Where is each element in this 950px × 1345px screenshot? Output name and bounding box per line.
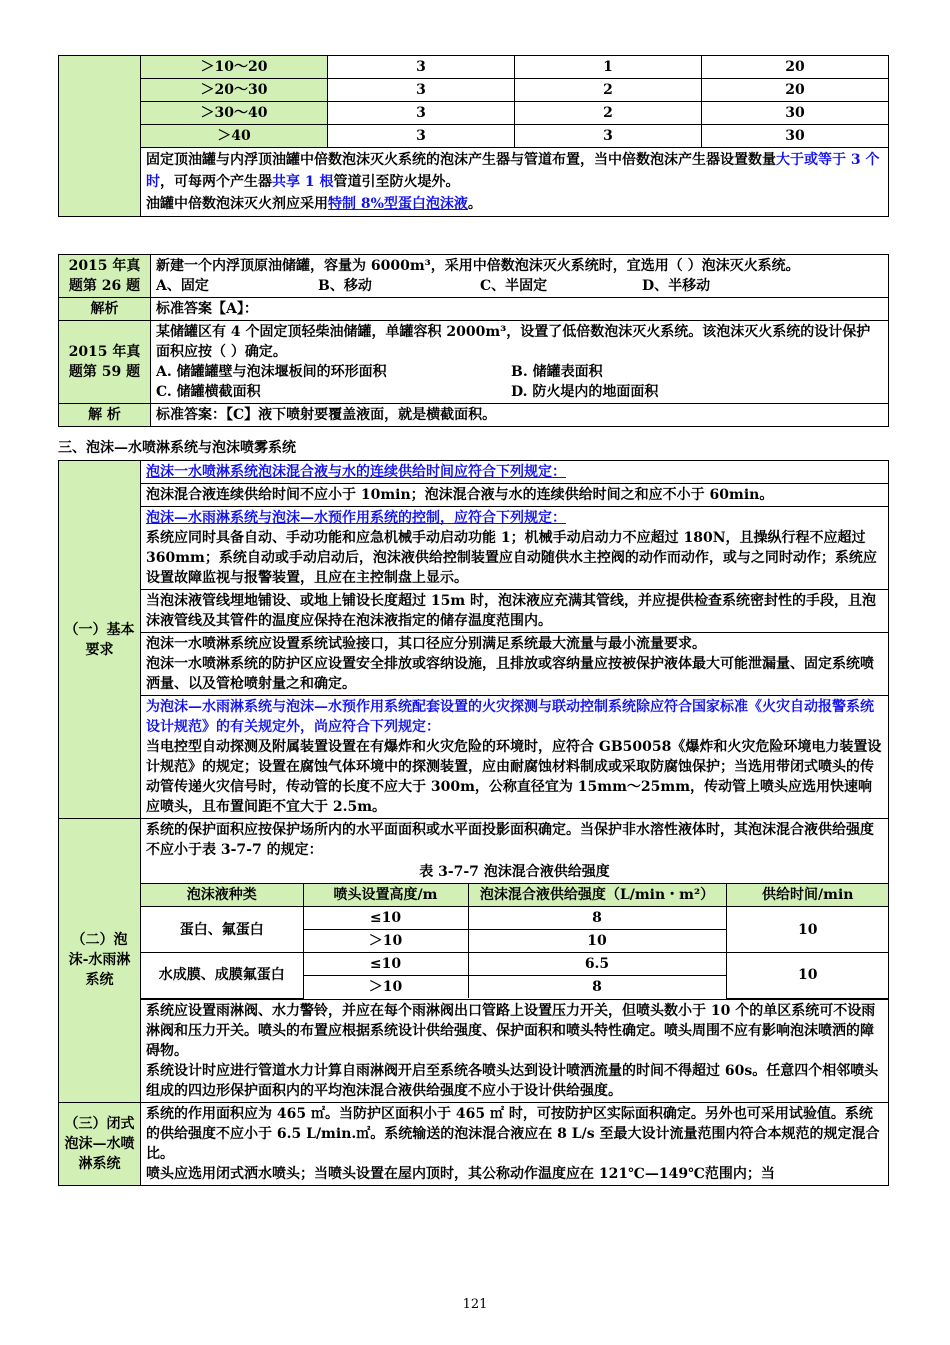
value-cell: 2	[515, 102, 702, 125]
value-cell: 20	[702, 56, 889, 79]
option: D、半移动	[642, 278, 711, 294]
option: A. 储罐罐壁与泡沫堰板间的环形面积	[156, 364, 387, 380]
options	[156, 382, 883, 402]
table-row	[141, 907, 889, 930]
value-cell: 3	[328, 79, 515, 102]
table-row	[59, 56, 889, 79]
rule-text: 系统的作用面积应为 465 ㎡。当防护区面积小于 465 ㎡ 时，可按防护区实际面积确定。另外也可采用试验值。系统的供给强度不应小于 6.5 L/min.㎡。系统输送的泡沫混合液应在 8 L/s 至最大设计流量范围内符合本规范的规定混合比。	[146, 1105, 880, 1162]
question-text: 新建一个内浮顶原油储罐，容量为 6000m³，采用中倍数泡沫灭火系统时，宜选用（ ）泡沫灭火系统。	[156, 258, 800, 274]
height-cell: ≤10	[303, 953, 468, 976]
option: D. 防火堤内的地面面积	[511, 384, 659, 400]
content-cell: 泡沫混合液连续供给时间不应小于 10min；泡沫混合液与水的连续供给时间之和应不小于 60min。	[141, 484, 889, 507]
value-cell: 1	[515, 56, 702, 79]
question-cell	[151, 255, 889, 298]
content-cell	[141, 696, 889, 819]
exam-questions-table	[58, 254, 889, 427]
answer-label: 解析	[59, 298, 151, 321]
table-row	[141, 953, 889, 976]
options	[156, 362, 883, 382]
table-row	[59, 148, 889, 217]
foam-type-cell: 水成膜、成膜氟蛋白	[141, 953, 303, 999]
rule-text: 系统设计时应进行管道水力计算自雨淋阀开启至系统各喷头达到设计喷洒流量的时间不得超过 60s。任意四个相邻喷头组成的四边形保护面积内的平均泡沫混合液供给强度不应小于设计供给强度。	[146, 1062, 879, 1099]
note-cell	[141, 148, 889, 217]
content-cell	[141, 1102, 889, 1185]
time-cell: 10	[726, 953, 889, 999]
content-cell	[141, 507, 889, 590]
table-row	[59, 696, 889, 819]
value-cell: 3	[328, 102, 515, 125]
section-label: （一）基本要求	[59, 461, 141, 819]
content-cell	[141, 461, 889, 484]
row-label-cell	[59, 56, 141, 217]
intensity-cell: 8	[468, 976, 726, 999]
table-caption: 表 3-7-7 泡沫混合液供给强度	[419, 864, 610, 880]
value-cell: 30	[702, 102, 889, 125]
range-cell: ＞10～20	[141, 56, 328, 79]
table-row	[59, 507, 889, 590]
table-row	[59, 404, 889, 427]
content-cell: 当泡沫液管线埋地铺设、或地上铺设长度超过 15m 时，泡沫液应充满其管线，并应提供检查系统密封性的手段，且泡沫液管线及其管件的温度应保持在泡沫液指定的储存温度范围内。	[141, 590, 889, 633]
answer-text: 标准答案【A】：	[151, 298, 889, 321]
option: C、半固定	[480, 278, 548, 294]
value-cell: 3	[515, 125, 702, 148]
table-row	[59, 633, 889, 696]
rule-title: 泡沫—水雨淋系统与泡沫—水预作用系统的控制，应符合下列规定：	[146, 510, 566, 526]
table-header-row	[141, 884, 889, 907]
section-heading: 三、泡沫—水喷淋系统与泡沫喷雾系统	[58, 440, 296, 456]
height-cell: ＞10	[303, 930, 468, 953]
range-cell: ＞40	[141, 125, 328, 148]
table-row	[59, 999, 889, 1102]
content-cell	[141, 819, 889, 1000]
table-row	[59, 79, 889, 102]
table-row	[59, 125, 889, 148]
option: B. 储罐表面积	[511, 364, 603, 380]
table-row	[59, 255, 889, 298]
content-cell	[141, 999, 889, 1102]
column-header: 泡沫液种类	[141, 884, 303, 907]
rule-text: 泡沫一水喷淋系统的防护区应设置安全排放或容纳设施，且排放或容纳量应按被保护液体最大可能泄漏量、固定系统喷洒量、以及管枪喷射量之和确定。	[146, 656, 874, 692]
medium-foam-config-table	[58, 55, 889, 217]
time-cell: 10	[726, 907, 889, 953]
rule-title: 为泡沫—水雨淋系统与泡沫—水预作用系统配套设置的火灾探测与联动控制系统除应符合国家标准《火灾自动报警系统设计规范》的有关规定外，尚应符合下列规定：	[146, 699, 874, 735]
rule-title: 泡沫一水喷淋系统泡沫混合液与水的连续供给时间应符合下列规定：	[146, 464, 566, 480]
highlight: 特制 8%型蛋白泡沫液	[328, 196, 468, 212]
intensity-cell: 6.5	[468, 953, 726, 976]
rule-text: 喷头应选用闭式洒水喷头；当喷头设置在屋内顶时，其公称动作温度应在 121℃—149℃范围内；当	[146, 1165, 775, 1182]
option: A、固定	[156, 278, 209, 294]
column-header: 喷头设置高度/m	[303, 884, 468, 907]
range-cell: ＞30～40	[141, 102, 328, 125]
note-paragraph: 油罐中倍数泡沫灭火剂应采用特制 8%型蛋白泡沫液。	[146, 196, 482, 212]
content-cell	[141, 633, 889, 696]
section-label: （二）泡沫-水雨淋系统	[59, 819, 141, 1103]
table-row	[59, 321, 889, 404]
page-number: 121	[462, 1297, 488, 1312]
note-paragraph: 固定顶油罐与内浮顶油罐中倍数泡沫灭火系统的泡沫产生器与管道布置，当中倍数泡沫产生器设置数量大于或等于 3 个时，可每两个产生器共享 1 根管道引至防火堤外。	[146, 152, 880, 190]
highlight: 大于或等于 3 个时	[146, 152, 880, 190]
column-header: 泡沫混合液供给强度（L/min・m²）	[468, 884, 726, 907]
height-cell: ＞10	[303, 976, 468, 999]
rule-text: 系统应设置雨淋阀、水力警铃，并应在每个雨淋阀出口管路上设置压力开关，但喷头数小于 10 个的单区系统可不设雨淋阀和压力开关。喷头的布置应根据系统设计供给强度、保护面积和喷头特性确定。喷头周围不应有影响泡沫喷洒的障碍物。	[146, 1002, 876, 1059]
table-row	[59, 484, 889, 507]
table-row	[59, 102, 889, 125]
intro-text: 系统的保护面积应按保护场所内的水平面面积或水平面投影面积确定。当保护非水溶性液体时，其泡沫混合液供给强度不应小于表 3-7-7 的规定：	[146, 822, 874, 858]
foam-supply-intensity-table	[141, 883, 889, 999]
column-header: 供给时间/min	[726, 884, 889, 907]
foam-type-cell: 蛋白、氟蛋白	[141, 907, 303, 953]
answer-label: 解 析	[59, 404, 151, 427]
table-row	[59, 590, 889, 633]
table-row	[59, 1102, 889, 1185]
rule-text: 当电控型自动探测及附属装置设置在有爆炸和火灾危险的环境时，应符合 GB50058《爆炸和火灾危险环境电力装置设计规范》的规定；设置在腐蚀气体环境中的探测装置，应由耐腐蚀材料制成或采取防腐蚀保护；当选用带闭式喷头的传动管传递火灾信号时，传动管的长度不应大于 300m，公称直径宜为 15mm～25mm，传动管上喷头应选用快速响应喷头，且布置间距不宜大于 2.5m。	[146, 739, 882, 815]
rule-text: 系统应同时具备自动、手动功能和应急机械手动启动功能 1；机械手动启动力不应超过 180N，且操纵行程不应超过 360mm；系统自动或手动启动后，泡沫液供给控制装置应自动随供水主控阀的动作而动作，或与之同时动作；系统应设置故障监视与报警装置，且应在主控制盘上显示。	[146, 530, 877, 586]
highlight: 共享 1 根	[272, 174, 334, 190]
table-row	[59, 461, 889, 484]
question-label: 2015 年真题第 59 题	[59, 321, 151, 404]
table-row	[59, 298, 889, 321]
question-label: 2015 年真题第 26 题	[59, 255, 151, 298]
section-label: （三）闭式泡沫—水喷淋系统	[59, 1102, 141, 1185]
height-cell: ≤10	[303, 907, 468, 930]
answer-text: 标准答案：【C】液下喷射要覆盖液面，就是横截面积。	[151, 404, 889, 427]
question-cell	[151, 321, 889, 404]
rule-text: 泡沫一水喷淋系统应设置系统试验接口，其口径应分别满足系统最大流量与最小流量要求。	[146, 636, 706, 652]
option: C. 储罐横截面积	[156, 384, 261, 400]
question-text: 某储罐区有 4 个固定顶轻柴油储罐，单罐容积 2000m³，设置了低倍数泡沫灭火系统。该泡沫灭火系统的设计保护面积应按（ ）确定。	[156, 324, 871, 360]
value-cell: 3	[328, 125, 515, 148]
value-cell: 3	[328, 56, 515, 79]
value-cell: 30	[702, 125, 889, 148]
table-row	[59, 819, 889, 1000]
intensity-cell: 8	[468, 907, 726, 930]
foam-sprinkler-table	[58, 460, 889, 1186]
value-cell: 2	[515, 79, 702, 102]
option: B、移动	[318, 278, 372, 294]
value-cell: 20	[702, 79, 889, 102]
options	[156, 276, 883, 296]
range-cell: ＞20～30	[141, 79, 328, 102]
intensity-cell: 10	[468, 930, 726, 953]
